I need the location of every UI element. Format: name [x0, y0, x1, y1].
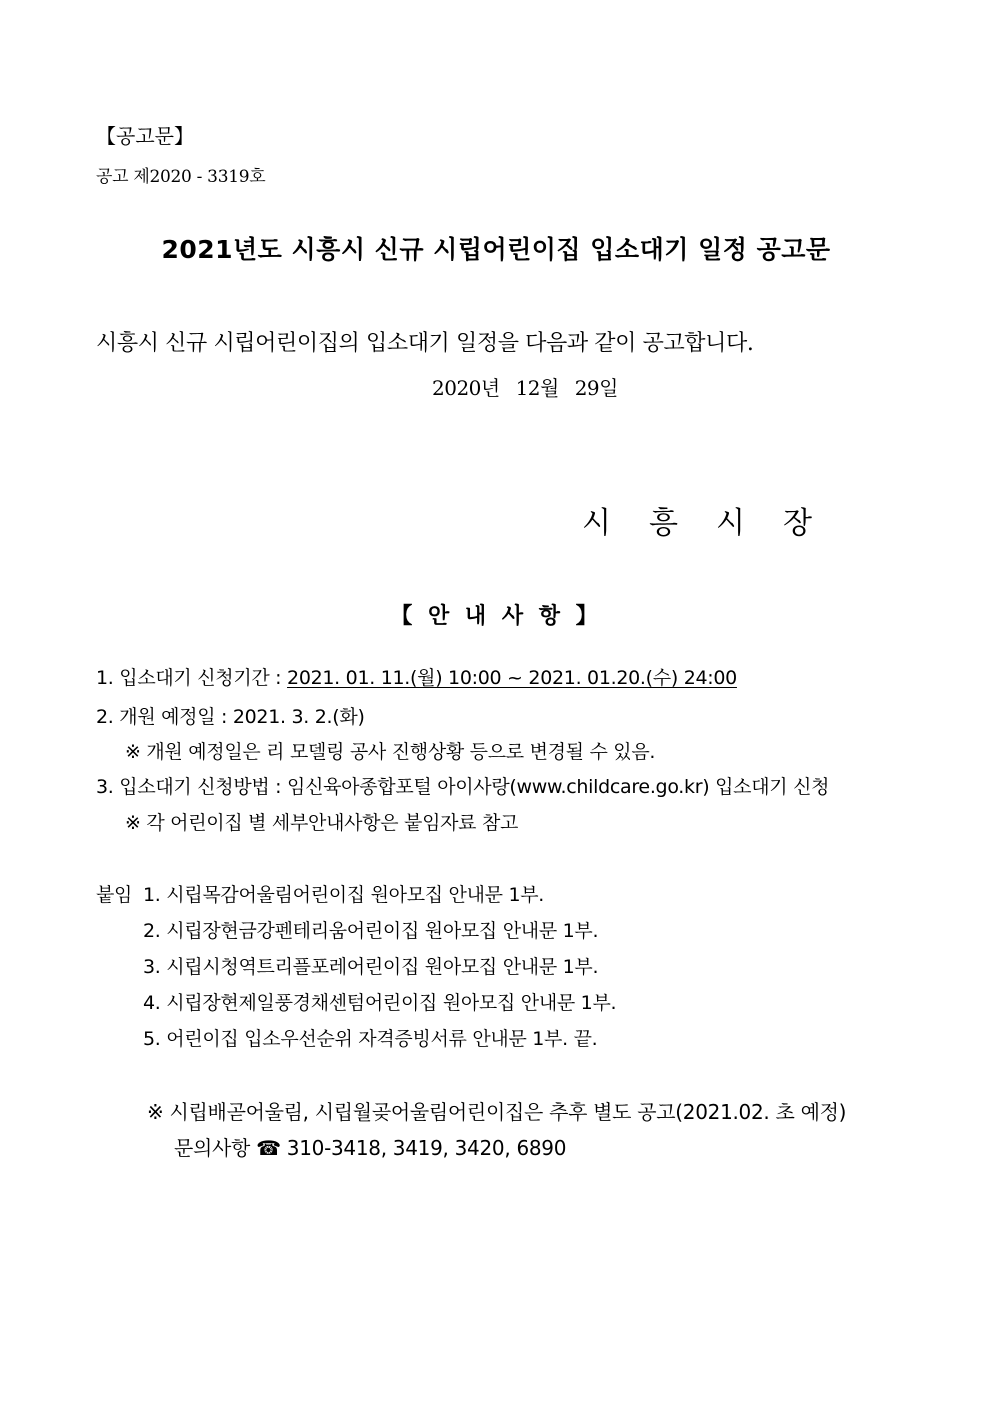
notice-note-opening-date: ※ 개원 예정일은 리 모델링 공사 진행상황 등으로 변경될 수 있음. [125, 741, 656, 763]
notice-note-application-method: ※ 각 어린이집 별 세부안내사항은 붙임자료 참고 [125, 812, 519, 834]
notice-item-opening-date: 2. 개원 예정일 : 2021. 3. 2.(화) [96, 706, 365, 728]
document-number: 공고 제2020 - 3319호 [96, 167, 266, 187]
notice-item-application-method: 3. 입소대기 신청방법 : 임신육아종합포털 아이사랑(www.childcare.go.kr) 입소대기 신청 [96, 776, 830, 798]
document-type-label: 【공고문】 [96, 124, 194, 148]
document-title: 2021년도 시흥시 신규 시립어린이집 입소대기 일정 공고문 [161, 235, 831, 264]
notice-item-application-period [96, 663, 737, 690]
attachment-item: 3. 시립시청역트리플포레어린이집 원아모집 안내문 1부. [143, 956, 599, 978]
notice-heading: 【 안 내 사 항 】 [390, 604, 602, 629]
attachment-item: 4. 시립장현제일풍경채센텀어린이집 원아모집 안내문 1부. [143, 992, 617, 1014]
intro-text: 시흥시 신규 시립어린이집의 입소대기 일정을 다음과 같이 공고합니다. [96, 331, 754, 356]
attachment-item: 5. 어린이집 입소우선순위 자격증빙서류 안내문 1부. 끝. [143, 1028, 598, 1050]
notice-item-label: 1. 입소대기 신청기간 : [96, 667, 288, 689]
application-period-value: 2021. 01. 11.(월) 10:00 ~ 2021. 01.20.(수) 24:00 [287, 667, 737, 689]
attachment-item: 2. 시립장현금강펜테리움어린이집 원아모집 안내문 1부. [143, 920, 599, 942]
attachments-label: 붙임 [96, 884, 133, 906]
attachment-item: 1. 시립목감어울림어린이집 원아모집 안내문 1부. [143, 884, 545, 906]
contact-info: 문의사항 ☎ 310-3418, 3419, 3420, 6890 [174, 1136, 567, 1160]
footer-note: ※ 시립배곧어울림, 시립월곶어울림어린이집은 추후 별도 공고(2021.02. 초 예정) [147, 1100, 847, 1124]
announcement-date: 2020년 12월 29일 [432, 376, 618, 400]
issuer-name: 시흥시장 [582, 506, 850, 541]
